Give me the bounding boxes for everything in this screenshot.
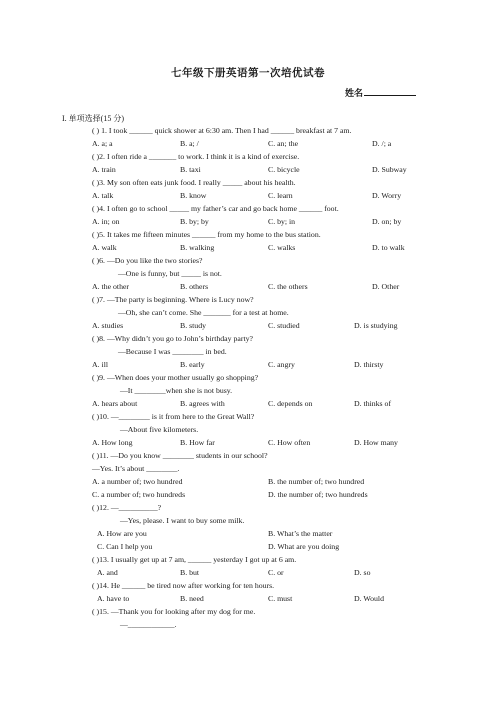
option-a: A. How are you [97, 529, 147, 538]
option-a: A. studies [92, 321, 124, 330]
question-15-reply: —____________. [120, 620, 177, 629]
option-c: C. studied [268, 321, 300, 330]
option-b: B. taxi [180, 165, 201, 174]
option-c: C. walks [268, 243, 296, 252]
option-a: A. How long [92, 438, 133, 447]
question-6-options [92, 282, 422, 291]
question-5: ( )5. It takes me fifteen minutes ______ from my home to the bus station. [92, 230, 321, 239]
question-1: ( ) 1. I took ______ quick shower at 6:30 am. Then I had ______ breakfast at 7 am. [92, 126, 352, 135]
option-d: D. so [354, 568, 371, 577]
question-8: ( )8. —Why didn’t you go to John’s birthday party? [92, 334, 253, 343]
option-c: C. bicycle [268, 165, 300, 174]
question-2: ( )2. I often ride a _______ to work. I think it is a kind of exercise. [92, 152, 300, 161]
question-4-options [92, 217, 422, 226]
option-d: D. is studying [354, 321, 398, 330]
option-c: C. must [268, 594, 293, 603]
option-a: A. train [92, 165, 116, 174]
question-10-options [92, 438, 422, 447]
question-11: ( )11. —Do you know ________ students in our school? [92, 451, 268, 460]
option-c: C. by; in [268, 217, 296, 226]
option-a: A. a number of; two hundred [92, 477, 183, 486]
question-12: ( )12. —__________? [92, 503, 162, 512]
name-label: 姓名 [345, 89, 364, 99]
option-d: D. thinks of [354, 399, 392, 408]
page-title: 七年级下册英语第一次培优试卷 [171, 67, 325, 79]
question-12-options-cd [97, 542, 427, 551]
question-11-options-ab [92, 477, 422, 486]
option-c: C. an; the [268, 139, 299, 148]
question-5-options [92, 243, 422, 252]
option-d: D. Subway [372, 165, 407, 174]
question-3: ( )3. My son often eats junk food. I really _____ about his health. [92, 178, 296, 187]
option-d: D. Other [372, 282, 400, 291]
option-c: C. depends on [268, 399, 313, 408]
name-field [345, 86, 416, 99]
option-b: B. study [180, 321, 206, 330]
question-7: ( )7. —The party is beginning. Where is Lucy now? [92, 295, 254, 304]
option-b: B. agrees with [180, 399, 225, 408]
option-b: B. early [180, 360, 205, 369]
question-14: ( )14. He ______ be tired now after working for ten hours. [92, 581, 275, 590]
question-9: ( )9. —When does your mother usually go shopping? [92, 373, 259, 382]
option-a: A. ill [92, 360, 109, 369]
option-b: B. know [180, 191, 207, 200]
question-8-reply: —Because I was ________ in bed. [118, 347, 227, 356]
question-8-options [92, 360, 422, 369]
option-b: B. walking [180, 243, 215, 252]
question-9-reply: —It ________when she is not busy. [120, 386, 233, 395]
option-d: D. to walk [372, 243, 405, 252]
question-6: ( )6. —Do you like the two stories? [92, 256, 203, 265]
option-d: D. Worry [372, 191, 402, 200]
question-10-reply: —About five kilometers. [120, 425, 199, 434]
option-b: B. others [180, 282, 209, 291]
option-c: C. learn [268, 191, 293, 200]
question-12-reply: —Yes, please. I want to buy some milk. [120, 516, 245, 525]
question-14-options [97, 594, 427, 603]
option-c: C. or [268, 568, 284, 577]
question-11-reply: —Yes. It’s about ________. [92, 464, 180, 473]
question-3-options [92, 191, 422, 200]
option-b: B. by; by [180, 217, 209, 226]
option-d: D. the number of; two hundreds [268, 490, 368, 499]
option-a: A. a; a [92, 139, 113, 148]
option-d: D. What are you doing [268, 542, 340, 551]
question-15: ( )15. —Thank you for looking after my dog for me. [92, 607, 256, 616]
question-13: ( )13. I usually get up at 7 am, ______ yesterday I got up at 6 am. [92, 555, 297, 564]
option-c: C. a number of; two hundreds [92, 490, 186, 499]
question-12-options-ab [97, 529, 427, 538]
question-11-options-cd [92, 490, 422, 499]
question-10: ( )10. —________ is it from here to the Great Wall? [92, 412, 255, 421]
option-a: A. walk [92, 243, 117, 252]
option-c: C. Can I help you [97, 542, 153, 551]
option-a: A. and [97, 568, 118, 577]
option-d: D. on; by [372, 217, 402, 226]
option-d: D. Would [354, 594, 384, 603]
option-a: A. in; on [92, 217, 120, 226]
option-c: C. the others [268, 282, 308, 291]
option-b: B. the number of; two hundred [268, 477, 365, 486]
option-b: B. need [180, 594, 204, 603]
question-7-options [92, 321, 422, 330]
question-1-options [92, 139, 422, 148]
question-9-options [92, 399, 422, 408]
name-blank[interactable] [364, 87, 416, 96]
option-c: C. How often [268, 438, 311, 447]
option-b: B. How far [180, 438, 215, 447]
option-b: B. What’s the matter [268, 529, 333, 538]
question-13-options [97, 568, 427, 577]
option-a: A. the other [92, 282, 130, 291]
option-c: C. angry [268, 360, 295, 369]
question-6-reply: —One is funny, but _____ is not. [118, 269, 222, 278]
option-a: A. talk [92, 191, 114, 200]
question-2-options [92, 165, 422, 174]
option-d: D. /; a [372, 139, 392, 148]
section-heading: I. 单项选择(15 分) [62, 114, 124, 123]
option-b: B. a; / [180, 139, 199, 148]
option-a: A. have to [97, 594, 130, 603]
option-b: B. but [180, 568, 200, 577]
option-d: D. thirsty [354, 360, 384, 369]
option-d: D. How many [354, 438, 398, 447]
question-7-reply: —Oh, she can’t come. She _______ for a test at home. [118, 308, 289, 317]
question-4: ( )4. I often go to school _____ my father’s car and go back home ______ foot. [92, 204, 339, 213]
option-a: A. hears about [92, 399, 138, 408]
